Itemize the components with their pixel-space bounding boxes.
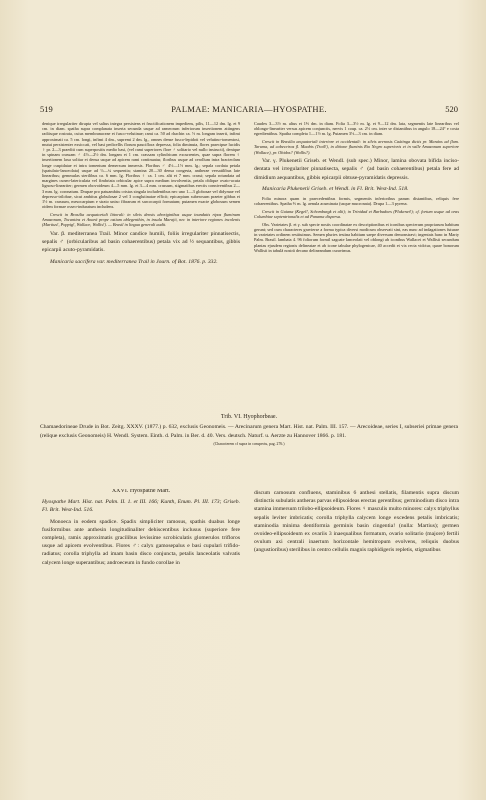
page-number-right: 520 — [445, 104, 458, 114]
genus-description-continued: discum carnosum confluens, staminibus 6 anthesi stellatis, filamentis supra discum distinctis subulatis antheras parvas ellipsoideas erectas gerentibus; germinodium disco intra stamina immersum trilobo-ellipsoideum. Flores ♀ masculis multo minores: calyx triphyllus sepalis leviter imbricatis; corolla triphylla calycem longe excedens petalis imbricatis; staminodia minima dentiformia germinis basin cingentia! (nulla: Martius); germen ovoideo-ellipsoideum ex ovariis 3 inaequalibus formatum, ovario solitario (majore) fertili ovulum axi centrali inaertum horizontale hemitropum evolvens, reliquis duobus (angustioribus) sterilibus in centro cellulis magnis raphidigeris repletis, stigmatibus — [254, 490, 459, 554]
variety-beta-paragraph: Var. β. mediterranea Trail. Minor candice humili, foliis irregulariter pinnatisectis, sepalis ♂ (orbicularibus ad basin cohaerentibus) petala vix ad ½ sequantibus, gibbis epicarpii acuto-pyramidatis. — [42, 231, 240, 254]
tribe-title: Trib. VI. Hyophorbeae. — [220, 414, 278, 420]
left-column-top — [42, 121, 240, 408]
genus-description: Monoeca in eodem spadice. Spadix simpliciter ramosus, spathis duabus longe fusiformibus ante anthesin longitudinaliter dehiscentibus inclusus (superiore fere completa), ramis approximatis gracilibus levissime scrobiculatis glomerulos trifloros usque ad apicem evolventibus. Flores ♂: calyx gamosepalus e basi cupulari trifido-radiatus; corolla triphylla ad imam basin disco conjuncta, petalis lanceolatis valvatis calycem longe superantibus; androeceum in fundo corollae in — [42, 518, 240, 566]
tribe-note: (Characterem cf supra in conspectu, pag. 276.) — [213, 442, 285, 447]
paragraph: Caudex 3—3½ m. altus et 1⅔ dm. in diam. Folia 3—3½ m. lg. et 9—12 dm. lata, segmentis late linearibus vel oblongo-lineariter versus apicem conjunctis, nervis 1 coup. ca. 2⅓ cm. inter se distantibus in angulo 18—24° e costa egredientibus. Spatha completa 1—1½ m. lg. Putamen 3½—3 cm. in diam. — [254, 121, 459, 137]
right-column-bottom — [254, 489, 459, 779]
distribution-paragraph: Crescit in Brasilia aequatoriali interiore et occidentali: in silvis arenosis Caàtinga dictis pr. Manáos ad flum. Taruma, ad cabeceiras fl. Maabis (Trail!), in ditione fluminis Rio Negro superioris et in valle Amazonum superiore (Wallace), pr. Obidos? (Wallis?). — [254, 139, 459, 155]
running-header — [40, 104, 458, 116]
genus-citation: Hyospathe Mart. Hist. nat. Palm. II. 1. et III. 166; Kunth, Enum. Pl. III. 173; Griseb. Fl. Brit. West-Ind. 516. — [42, 499, 240, 514]
variety-beta-citation: Manicaria saccifera var. mediterranea Trail in Journ. of Bot. 1876. p. 332. — [50, 258, 218, 265]
observation-paragraph: Obs. Varietates β. et γ. sub specie nostis coordinatae ex descriptionibus et iconibus specierum propriarum habitum gerunt; sed cum characteres gravierse a forma typica diversi modicum observati sint, eas nunc ad indagationes futurae in varietates ordinem restituimus. Semen pluries testina habitum saepe diversum demonstravi; ingentais hanc in Marty Palm. Brasil. lambata 4. 96 foliorum formil sagoate lanceolati vel oblongi ab iconibus Wallacei et Wallisii secundum plantas ejusdem regionis delineatae et ab icone tabulae phylogenicae, 40 accedit et vix recta vidctur, quare bonorum Wallisii in tabulā nostrā decano delineandum curavimus. — [254, 221, 459, 253]
left-column-bottom — [42, 489, 240, 779]
variety-gamma-citation: Manicaria Plukenetii Griseb. et Wendl. in Fl. Brit. West-Ind. 518. — [262, 185, 409, 192]
paragraph: Folia minora quam in praecedentibus formis, segmentis inferioribus parum distantibus, reliquis fere cohaerentibus. Spatha ⅔ m. lg. aenula acuminata (usque mucronata). Drupa 1—3 pyrena. — [254, 196, 459, 207]
tribe-section — [40, 413, 458, 447]
tribe-synonymy: Chamaedorineae Drude in Bot. Zeitg. XXXV. (1877.) p. 632, exclusis Geonomeis. — Arecinarum genera Mart. Hist. nat. Palm. III. 157. — Arecoideae, series I, subseriei primae genera (relique exclusis Geonomeis) H. Wendl. System. Einth. d. Palm. in Ber. d. 40. Vers. deutsch. Naturf. u. Aerzte zu Hannover 1866. p. 181. — [40, 424, 458, 439]
distribution-paragraph: Crescit in Brasilia aequatoriali littorali: in silvis densis aboriginibus usque inundatis ripas fluminum Amazonum, Tocantins et Anará prope ostium ablegenthin, in insula Marajó, nec in interiore regiones incolenis (Martius!, Poppig!, Wallace, Wallis!). — Brasil in lingua generali audit. — [42, 211, 240, 228]
running-title: PALMAE: MANICARIA—HYOSPATHE. — [171, 104, 327, 114]
genus-title: XXVI. Hyospathe Mart. — [111, 489, 171, 494]
variety-gamma-paragraph: Var. γ. Plukenetii Griseb. et Wendl. (sub spec.) Minor, lamina obovata bifida inciso-dentata vel irregulariter pinnatisecta, sepalis ♂ (ad basin cohaerentibus) petala fere ad dimidium aequantibus, gibbis epicarpii obtuse-pyramidatis depressis. — [254, 158, 459, 181]
right-column-top — [254, 121, 459, 408]
distribution-paragraph: Crescit in Guiana (Kegel!, Schomburgk et alii); in Trinidad et Barbadoes (Plukenet!); cf. fortum usque ad oras Columbiae septentrionalis et ad Panama dispersa. — [254, 208, 459, 220]
paragraph: denique irregulariter dirupta vel saltus integra persistens et fructificationem impediens, pilis, 11—12 dm. lg. et 9 cm. in diam. spatha supra complanata inserta secunda usque ad rameorum inferiorum insertionem attingens radiisque rostrata, cuius membranaceae et fusco-velutinae; rami ca. 50 ad rhachin ca. ½ m. longam inserti, infimi approximati ca. 5 cm. longi, infimi 4 dm., supremi 2 dm. lg., omnes dense fusco-lepidoti vel velutino-tomentosi, mutui persistenter exsiccati, vel basi pedicellis florum pauciflora depressa, folia diminuta, flores praecipue lucidis ♀ pr. 2—3 praediti cum superpositis medio basi, (vel rami superiores flore ♂ solitario vel nullo instructi), denique in spinam crassam ♂ 4½—2½ dm. longam et 1 cm. crassam cylindricam excurrentes, quae supra florem ♀ insertionem laxa solitar et densa usque ad apicem rami continuatur, floribus usque ad cerollum intra bracteolam longe cuspidatae et intra tomentum demersum inmersis. Floribus ♂ 4½—1½ mm. lg.; sepala cordata petala (spatulato-lanceolata) usque ad ⅓—¼ sequentia; stamina 20—30 densa congesta, antherae versatilibus late linearibus; gemmulas sterilibus ca. 6 mm. lg. Floribus ♀ ca. 1 cm. alti et 7 mm. crassi; sepala rotundata ad margines cuneo-latericulata vel fimbriata orbicular apice supra medium involventia, petala oblique ovato-acuta lignoso-lineariter; germen obovoideum 4—5 mm. lg. et 3—4 mm. crassum, stigmatibus erectis conniventibus 2—3 mm. lg. coronatum. Drupae pro patuambitu cristas singula includentibus nec uno 1—3 globosae vel didymae vel depresso-trilobae, sicut ambitus globulosae 2 vel 3 conglutinatae efficit; epicarpium suberosum praeter gibbas et 1½ m. crassum, mesocarpium e strato uniso fibrarum et sarcocarpii formatum; putamen exacte globosum semen oidem formae osseo-induratum includens. — [42, 121, 240, 210]
page-number-left: 519 — [40, 104, 53, 114]
